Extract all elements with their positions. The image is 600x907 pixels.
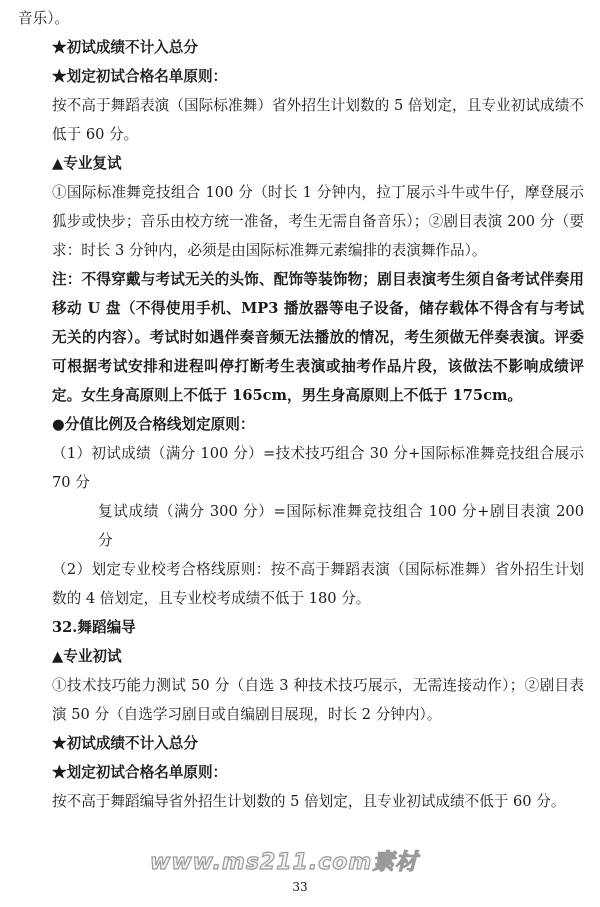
- paragraph: ①技术技巧能力测试 50 分（自选 3 种技术技巧展示，无需连接动作）；②剧目表演 50 分（自选学习剧目或自编剧目展现，时长 2 分钟内）。: [52, 677, 584, 723]
- paragraph: 按不高于舞蹈编导省外招生计划数的 5 倍划定，且专业初试成绩不低于 60 分。: [52, 793, 566, 810]
- section-heading: ★划定初试合格名单原则：: [52, 764, 228, 781]
- section-heading: ▲专业复试: [52, 155, 122, 172]
- text-line: 音乐）。: [18, 10, 70, 27]
- paragraph: ①国际标准舞竞技组合 100 分（时长 1 分钟内，拉丁展示斗牛或牛仔，摩登展示狐步或快步；音乐由校方统一准备，考生无需自备音乐）；②剧目表演 200 分（要求：时长 3 分钟内，必须是由国际标准舞元素编排的表演舞作品）。: [52, 184, 584, 259]
- section-heading: ★初试成绩不计入总分: [52, 735, 198, 752]
- page-number: 33: [292, 880, 308, 894]
- watermark: www.ms211.com素材: [150, 850, 419, 875]
- section-title: 32.舞蹈编导: [52, 619, 136, 636]
- document-page: [18, 4, 584, 816]
- section-heading: ▲专业初试: [52, 648, 122, 665]
- paragraph: 复试成绩（满分 300 分）=国际标准舞竞技组合 100 分+剧目表演 200 分: [98, 503, 584, 549]
- section-heading: ★划定初试合格名单原则：: [52, 68, 228, 85]
- paragraph: 按不高于舞蹈表演（国际标准舞）省外招生计划数的 5 倍划定，且专业初试成绩不低于 60 分。: [52, 97, 584, 143]
- paragraph: （2）划定专业校考合格线原则：按不高于舞蹈表演（国际标准舞）省外招生计划数的 4 倍划定，且专业校考成绩不低于 180 分。: [52, 561, 584, 607]
- section-heading: ★初试成绩不计入总分: [52, 39, 198, 56]
- section-heading: ●分值比例及合格线划定原则：: [52, 416, 255, 433]
- note-paragraph: 注：不得穿戴与考试无关的头饰、配饰等装饰物；剧目表演考生须自备考试伴奏用移动 U 盘（不得使用手机、MP3 播放器等电子设备，储存载体不得含有与考试无关的内容）。考试时如遇伴奏音频无法播放的情况，考生须做无伴奏表演。评委可根据考试安排和进程叫停打断考生表演或抽考作品片段，该做法不影响成绩评定。女生身高原则上不低于 165cm，男生身高原则上不低于 175cm。: [52, 271, 584, 404]
- paragraph: （1）初试成绩（满分 100 分）=技术技巧组合 30 分+国际标准舞竞技组合展示 70 分: [52, 445, 584, 491]
